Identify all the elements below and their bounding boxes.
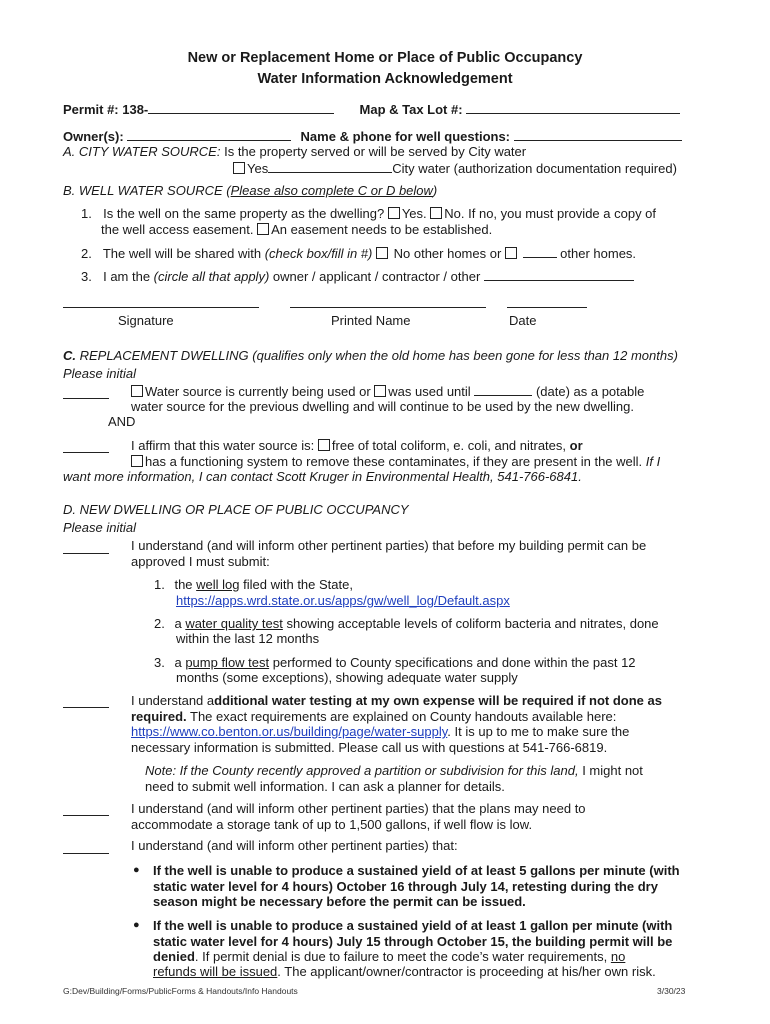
denied-text: denied <box>153 949 195 964</box>
removal-system-label: has a functioning system to remove these contaminates, if they are present in the well. <box>145 454 643 469</box>
signature-label: Signature <box>118 313 174 328</box>
p2-text-a: I understand a <box>131 693 215 708</box>
refunds-text: refunds will be issued <box>153 964 278 979</box>
risk-text: . The applicant/owner/contractor is proceeding at his/her own risk. <box>277 964 656 979</box>
bullet-1-line-3: season might be necessary before the permit can be issued. <box>153 894 526 909</box>
p2-text-b: dditional water testing at my own expense will be required if not done as <box>214 693 662 708</box>
section-b-heading-note: Please also complete C or D below <box>230 183 433 198</box>
owner-row <box>63 128 682 145</box>
s3-number: 3. <box>154 655 165 670</box>
q3-options[interactable]: owner / applicant / contractor / other <box>269 269 481 284</box>
city-water-yes-tail: City water (authorization documentation required) <box>392 161 677 176</box>
q2-none-checkbox[interactable] <box>376 247 388 259</box>
free-of-coliform-label: free of total coliform, e. coli, and nitrates, <box>331 438 567 453</box>
q2-none-label: No other homes or <box>393 246 502 261</box>
section-d-s3-line-2: months (some exceptions), showing adequate water supply <box>176 670 518 685</box>
q1-easement-needed: An easement needs to be established. <box>271 222 493 237</box>
name-phone-label: Name & phone for well questions: <box>300 129 511 144</box>
p2-line-3-tail: . It is up to me to make sure the <box>447 724 630 739</box>
q2-other-label: other homes. <box>560 246 637 261</box>
q3-number: 3. <box>81 269 92 284</box>
section-b-heading-prefix: B. WELL WATER SOURCE ( <box>63 183 231 198</box>
bullet-1-line-1: If the well is unable to produce a sustained yield of at least 5 gallons per minute (with <box>153 863 680 878</box>
bullet-2-line-4 <box>153 964 656 980</box>
name-phone-field[interactable] <box>514 128 682 141</box>
section-c-item-2-line-2 <box>131 454 660 470</box>
section-c-item-1 <box>131 383 644 400</box>
section-d-p3-line-2: accommodate a storage tank of up to 1,500 gallons, if well flow is low. <box>131 817 533 832</box>
bullet-2-line-2: static water level for 4 hours) July 15 through October 15, the building permit will be <box>153 934 673 949</box>
q3-other-field[interactable] <box>484 268 634 281</box>
section-d-please-initial: Please initial <box>63 520 136 535</box>
section-d-s1 <box>154 577 353 593</box>
section-b-q3 <box>81 268 634 285</box>
q1-yes-checkbox[interactable] <box>388 207 400 219</box>
bullet-2-line-3 <box>153 949 625 965</box>
q1-tail: If no, you must provide a copy of <box>468 206 657 221</box>
q1-easement-checkbox[interactable] <box>257 223 269 235</box>
note-italic: Note: If the County recently approved a partition or subdivision for this land, <box>145 763 579 778</box>
p2-handouts: The exact requirements are explained on County handouts available here: <box>186 709 617 724</box>
note-tail: I might not <box>578 763 643 778</box>
section-c-letter: C. <box>63 348 76 363</box>
title-line-2: Water Information Acknowledgement <box>257 71 513 87</box>
was-used-date-field[interactable] <box>474 383 532 396</box>
section-d-p2-line-4: necessary information is submitted. Please call us with questions at 541-766-6819. <box>131 740 608 755</box>
section-b-heading <box>63 183 437 199</box>
section-c-initial-2[interactable] <box>63 452 109 453</box>
printed-name-line[interactable] <box>290 307 486 308</box>
q2-other-checkbox[interactable] <box>505 247 517 259</box>
title-line-1: New or Replacement Home or Place of Public Occupancy <box>187 50 583 66</box>
more-info-start: If I <box>645 454 661 469</box>
potable-text: (date) as a potable <box>535 384 645 399</box>
footer-date: 3/30/23 <box>657 986 686 996</box>
section-d-p4-line-1: I understand (and will inform other pertinent parties) that: <box>131 838 458 853</box>
section-b-heading-suffix: ) <box>432 183 438 198</box>
bullet-2-line-1: If the well is unable to produce a sustained yield of at least 1 gallon per minute (with <box>153 918 673 933</box>
section-d-s2 <box>154 616 659 632</box>
map-tax-label: Map & Tax Lot #: <box>359 102 463 117</box>
s2-number: 2. <box>154 616 165 631</box>
bullet-2-icon: ● <box>133 919 140 931</box>
q3-instruction: (circle all that apply) <box>153 269 270 284</box>
q2-instruction: (check box/fill in #) <box>264 246 373 261</box>
s3-text-b: performed to County specifications and done within the past 12 <box>269 655 636 670</box>
water-currently-used-checkbox[interactable] <box>131 385 143 397</box>
date-line[interactable] <box>507 307 587 308</box>
section-c-item-2 <box>131 438 583 454</box>
section-b-q2 <box>81 245 636 262</box>
signature-line[interactable] <box>63 307 259 308</box>
q2-number: 2. <box>81 246 92 261</box>
q3-text: I am the <box>103 269 154 284</box>
section-c-contact: want more information, I can contact Scott Kruger in Environmental Health, 541-766-6841. <box>63 469 582 484</box>
section-b-q1-line-2 <box>101 222 492 238</box>
city-water-blank[interactable] <box>268 160 392 173</box>
s1-text-b: filed with the State, <box>239 577 353 592</box>
section-c-please-initial: Please initial <box>63 366 136 381</box>
section-d-initial-4[interactable] <box>63 853 109 854</box>
water-was-used-checkbox[interactable] <box>374 385 386 397</box>
section-d-note-line-2: need to submit well information. I can ask a planner for details. <box>145 779 505 794</box>
or-text: or <box>569 438 583 453</box>
s3-text-a: a <box>174 655 186 670</box>
s1-well-log: well log <box>196 577 240 592</box>
q1-yes-label: Yes. <box>401 206 427 221</box>
q1-number: 1. <box>81 206 92 221</box>
s3-pump-flow: pump flow test <box>185 655 270 670</box>
section-a-line-2 <box>233 160 677 177</box>
section-c-heading <box>63 348 678 364</box>
s2-text-a: a <box>174 616 186 631</box>
section-d-heading: D. NEW DWELLING OR PLACE OF PUBLIC OCCUPANCY <box>63 502 409 517</box>
bullet-1-icon: ● <box>133 864 140 876</box>
section-d-p2-line-3 <box>131 724 629 740</box>
section-d-p2-line-2 <box>131 709 616 725</box>
permit-number-field[interactable] <box>148 101 334 114</box>
section-d-initial-1[interactable] <box>63 553 109 554</box>
section-c-heading-text: REPLACEMENT DWELLING (qualifies only when the old home has been gone for less than 12 months) <box>76 348 678 363</box>
section-a-heading: A. CITY WATER SOURCE: <box>63 144 221 159</box>
q2-text: The well will be shared with <box>102 246 265 261</box>
section-c-initial-1[interactable] <box>63 398 109 399</box>
section-d-s2-line-2: within the last 12 months <box>176 631 320 646</box>
section-d-p3-line-1: I understand (and will inform other pertinent parties) that the plans may need to <box>131 801 586 816</box>
section-d-p1-line-1: I understand (and will inform other pertinent parties) that before my building permit can be <box>131 538 647 553</box>
owners-field[interactable] <box>127 128 291 141</box>
section-d-initial-2[interactable] <box>63 707 109 708</box>
q1-text: Is the well on the same property as the dwelling? <box>103 206 385 221</box>
section-d-p2-line-1 <box>131 693 662 709</box>
section-a-line-1 <box>63 144 526 160</box>
well-log-link[interactable]: https://apps.wrd.state.or.us/apps/gw/well_log/Default.aspx <box>176 593 510 608</box>
section-c-and: AND <box>108 414 136 429</box>
city-water-yes-label: Yes <box>247 161 269 176</box>
q2-count-field[interactable] <box>523 245 557 258</box>
permit-label: Permit #: 138- <box>63 102 149 117</box>
map-tax-field[interactable] <box>466 101 680 114</box>
city-water-yes-checkbox[interactable] <box>233 162 245 174</box>
footer-path: G:Dev/Building/Forms/PublicForms & Handouts/Info Handouts <box>63 986 298 996</box>
section-d-note <box>145 763 643 779</box>
p2-required: required. <box>131 709 187 724</box>
q1-no-label: No. <box>444 206 465 221</box>
affirm-text: I affirm that this water source is: <box>131 438 315 453</box>
water-supply-link[interactable]: https://www.co.benton.or.us/building/page/water-supply <box>131 724 448 739</box>
s1-number: 1. <box>154 577 165 592</box>
water-was-used-label: was used until <box>388 384 471 399</box>
section-a-question: Is the property served or will be served by City water <box>224 144 527 159</box>
q1-no-checkbox[interactable] <box>430 207 442 219</box>
s1-text-a: the <box>174 577 197 592</box>
water-currently-used-label: Water source is currently being used or <box>145 384 371 399</box>
section-d-p1-line-2: approved I must submit: <box>131 554 270 569</box>
removal-system-checkbox[interactable] <box>131 455 143 467</box>
bullet-1-line-2: static water level for 4 hours) October 16 through July 14, retesting during the dry <box>153 879 658 894</box>
free-of-coliform-checkbox[interactable] <box>318 439 330 451</box>
section-b-q1 <box>81 206 656 222</box>
s2-water-quality: water quality test <box>185 616 283 631</box>
denial-text: . If permit denial is due to failure to meet the code’s water requirements, <box>194 949 611 964</box>
section-d-s3 <box>154 655 636 671</box>
s2-text-b: showing acceptable levels of coliform bacteria and nitrates, done <box>282 616 659 631</box>
owners-label: Owner(s): <box>63 129 124 144</box>
section-c-item-1-line-2: water source for the previous dwelling and will continue to be used by the new dwelling. <box>131 399 634 414</box>
date-label: Date <box>509 313 537 328</box>
q1-easement-text: the well access easement. <box>101 222 254 237</box>
section-d-initial-3[interactable] <box>63 815 109 816</box>
permit-row <box>63 101 680 118</box>
printed-name-label: Printed Name <box>331 313 411 328</box>
no-text: no <box>610 949 626 964</box>
